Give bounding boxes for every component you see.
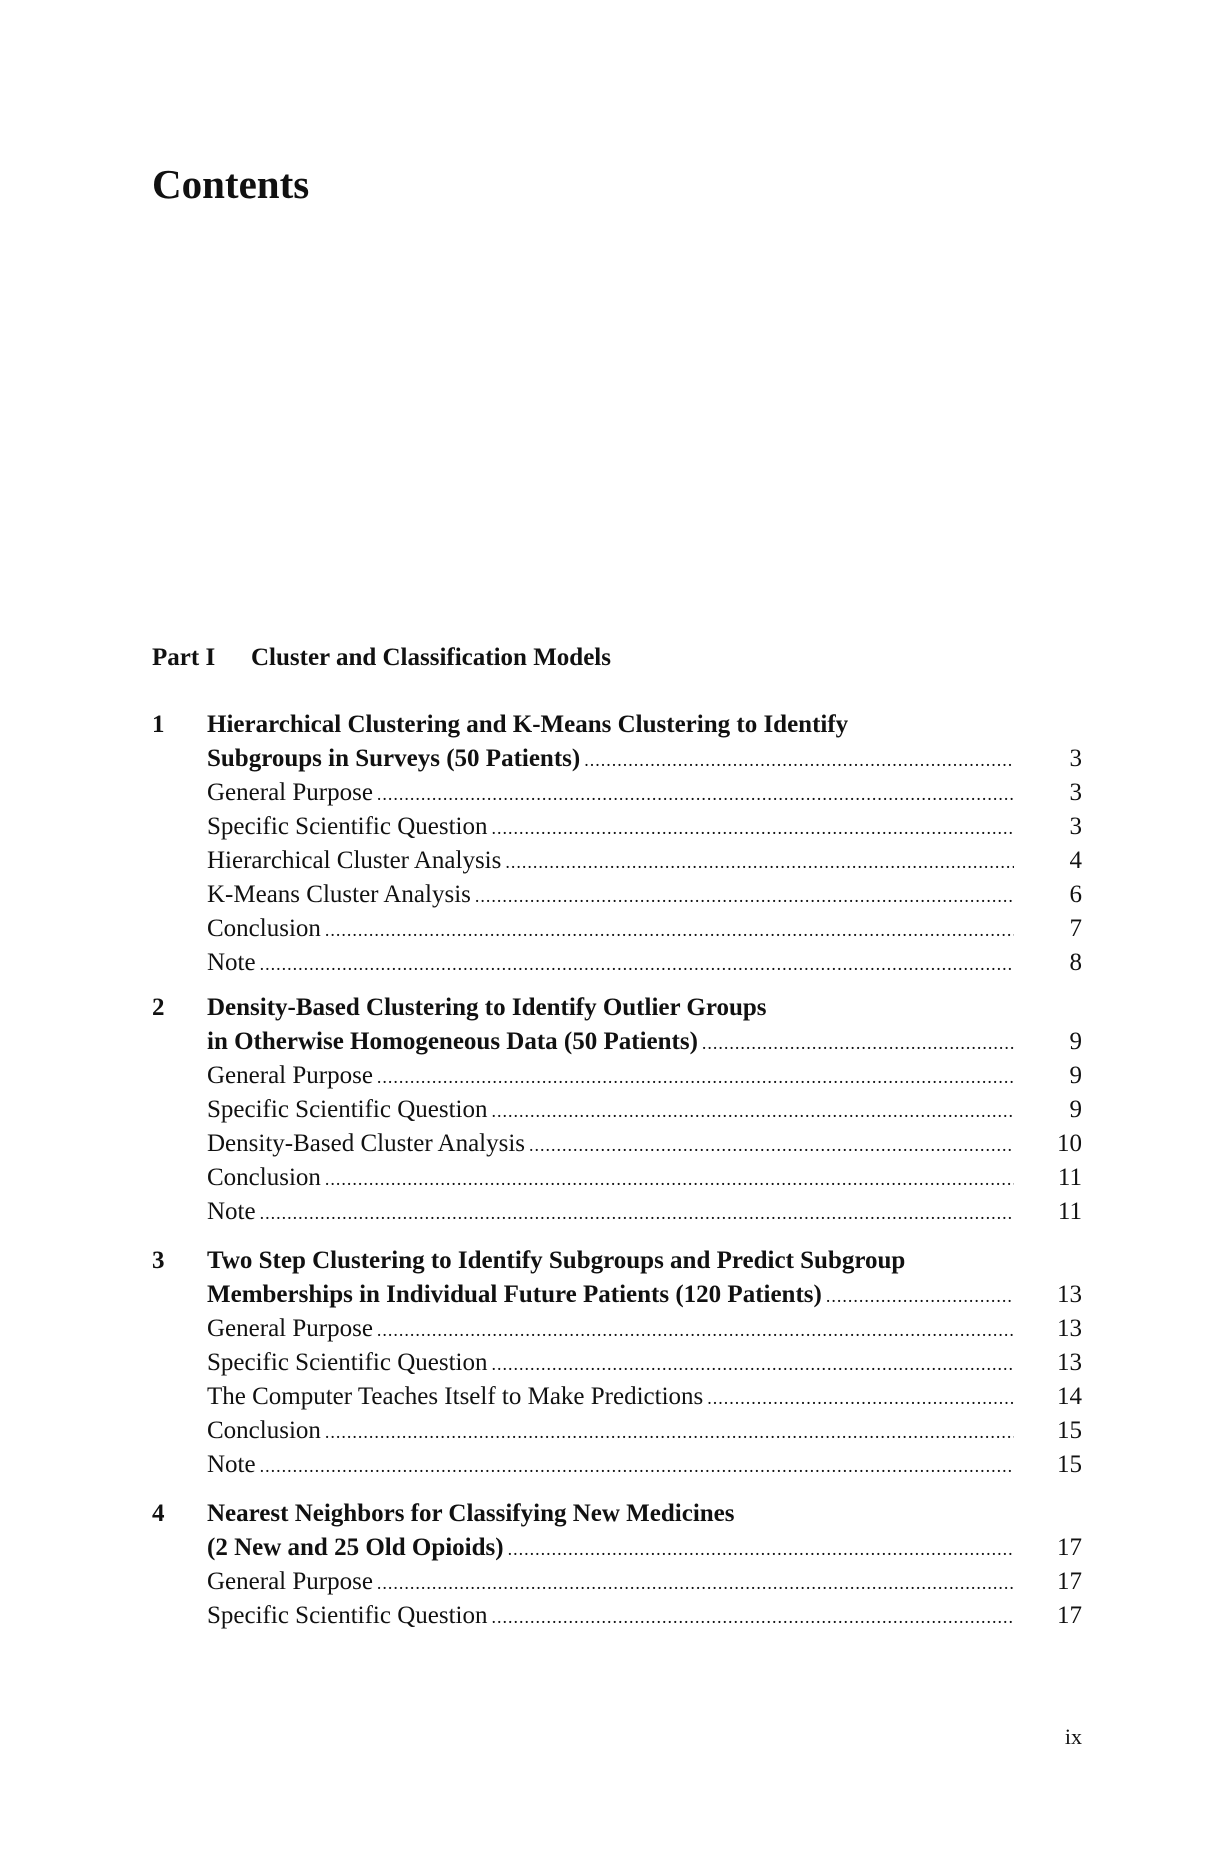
toc-section-entry[interactable] (207, 1565, 1082, 1599)
section-page-number: 15 (1057, 1417, 1082, 1444)
section-page-number: 9 (1069, 1062, 1082, 1089)
section-title: General Purpose (207, 1062, 373, 1089)
section-page-number: 6 (1069, 881, 1082, 908)
toc-section-entry[interactable] (207, 1127, 1082, 1161)
dot-leader (826, 1279, 1014, 1313)
toc-section-entry[interactable] (207, 1599, 1082, 1633)
section-page-number: 13 (1057, 1315, 1082, 1342)
section-page-number: 3 (1069, 813, 1082, 840)
dot-leader (505, 845, 1014, 879)
section-page-number: 9 (1069, 1096, 1082, 1123)
section-page-number: 11 (1057, 1198, 1082, 1225)
dot-leader (325, 1415, 1014, 1449)
chapter-title-entry[interactable] (207, 742, 1082, 776)
toc-section-entry[interactable] (207, 1448, 1082, 1482)
toc-section-entry[interactable] (207, 776, 1082, 810)
section-title: Conclusion (207, 1417, 321, 1444)
dot-leader (325, 913, 1014, 947)
section-page-number: 8 (1069, 949, 1082, 976)
toc-section-entry[interactable] (207, 810, 1082, 844)
chapter-number: 1 (152, 711, 165, 738)
chapter-title-line: in Otherwise Homogeneous Data (50 Patients) (207, 1028, 698, 1055)
chapter-title-line[interactable]: Hierarchical Clustering and K-Means Clustering to Identify (207, 711, 849, 738)
chapter-title-entry[interactable] (207, 1025, 1082, 1059)
chapter-title-line[interactable]: Two Step Clustering to Identify Subgroups and Predict Subgroup (207, 1247, 906, 1274)
chapter-page-number: 9 (1069, 1028, 1082, 1055)
toc-section-entry[interactable] (207, 946, 1082, 980)
chapter-title-line[interactable]: Density-Based Clustering to Identify Outlier Groups (207, 994, 767, 1021)
toc-section-entry[interactable] (207, 1312, 1082, 1346)
chapter-page-number: 17 (1057, 1534, 1082, 1561)
section-page-number: 7 (1069, 915, 1082, 942)
page-number: ix (1064, 1724, 1082, 1749)
section-title: Specific Scientific Question (207, 1602, 488, 1629)
dot-leader (475, 879, 1014, 913)
dot-leader (491, 1600, 1014, 1634)
section-title: Note (207, 1198, 256, 1225)
dot-leader (260, 1449, 1014, 1483)
toc-section-entry[interactable] (207, 844, 1082, 878)
section-title: Note (207, 949, 256, 976)
section-title: Specific Scientific Question (207, 813, 488, 840)
dot-leader (584, 743, 1014, 777)
dot-leader (491, 1094, 1014, 1128)
chapter-title-line: Memberships in Individual Future Patients (120 Patients) (207, 1281, 822, 1308)
section-page-number: 17 (1057, 1568, 1082, 1595)
chapter-number: 4 (152, 1500, 165, 1527)
section-page-number: 13 (1057, 1349, 1082, 1376)
section-title: Hierarchical Cluster Analysis (207, 847, 502, 874)
dot-leader (260, 947, 1014, 981)
section-page-number: 15 (1057, 1451, 1082, 1478)
chapter-number: 3 (152, 1247, 165, 1274)
dot-leader (491, 811, 1014, 845)
section-page-number: 17 (1057, 1602, 1082, 1629)
chapter-title-entry[interactable] (207, 1278, 1082, 1312)
section-title: Note (207, 1451, 256, 1478)
section-title: Density-Based Cluster Analysis (207, 1130, 526, 1157)
toc-section-entry[interactable] (207, 1195, 1082, 1229)
section-title: General Purpose (207, 779, 373, 806)
toc-section-entry[interactable] (207, 1380, 1082, 1414)
toc-section-entry[interactable] (207, 1346, 1082, 1380)
section-page-number: 11 (1057, 1164, 1082, 1191)
dot-leader (377, 777, 1014, 811)
toc-section-entry[interactable] (207, 912, 1082, 946)
section-title: The Computer Teaches Itself to Make Predictions (207, 1383, 704, 1410)
chapter-title-entry[interactable] (207, 1531, 1082, 1565)
dot-leader (491, 1347, 1014, 1381)
chapter-title-line: (2 New and 25 Old Opioids) (207, 1534, 504, 1561)
chapter-title-line: Subgroups in Surveys (50 Patients) (207, 745, 581, 772)
dot-leader (707, 1381, 1014, 1415)
toc-section-entry[interactable] (207, 878, 1082, 912)
chapter-page-number: 3 (1069, 745, 1082, 772)
toc-section-entry[interactable] (207, 1093, 1082, 1127)
chapter-number: 2 (152, 994, 165, 1021)
section-title: K-Means Cluster Analysis (207, 881, 471, 908)
dot-leader (325, 1162, 1014, 1196)
section-title: General Purpose (207, 1315, 373, 1342)
part-heading (152, 641, 611, 675)
section-title: Conclusion (207, 915, 321, 942)
section-title: Specific Scientific Question (207, 1349, 488, 1376)
dot-leader (377, 1060, 1014, 1094)
section-title: General Purpose (207, 1568, 373, 1595)
section-page-number: 3 (1069, 779, 1082, 806)
section-title: Conclusion (207, 1164, 321, 1191)
part-label: Part I (152, 644, 216, 671)
dot-leader (260, 1196, 1014, 1230)
dot-leader (377, 1313, 1014, 1347)
chapter-title-line[interactable]: Nearest Neighbors for Classifying New Medicines (207, 1500, 735, 1527)
section-page-number: 4 (1069, 847, 1082, 874)
dot-leader (377, 1566, 1014, 1600)
toc-section-entry[interactable] (207, 1161, 1082, 1195)
section-page-number: 14 (1057, 1383, 1082, 1410)
toc-section-entry[interactable] (207, 1414, 1082, 1448)
dot-leader (702, 1026, 1014, 1060)
toc-section-entry[interactable] (207, 1059, 1082, 1093)
dot-leader (508, 1532, 1014, 1566)
dot-leader (529, 1128, 1014, 1162)
chapter-page-number: 13 (1057, 1281, 1082, 1308)
section-title: Specific Scientific Question (207, 1096, 488, 1123)
part-title: Cluster and Classification Models (251, 644, 611, 671)
section-page-number: 10 (1057, 1130, 1082, 1157)
page-title: Contents (152, 161, 310, 207)
